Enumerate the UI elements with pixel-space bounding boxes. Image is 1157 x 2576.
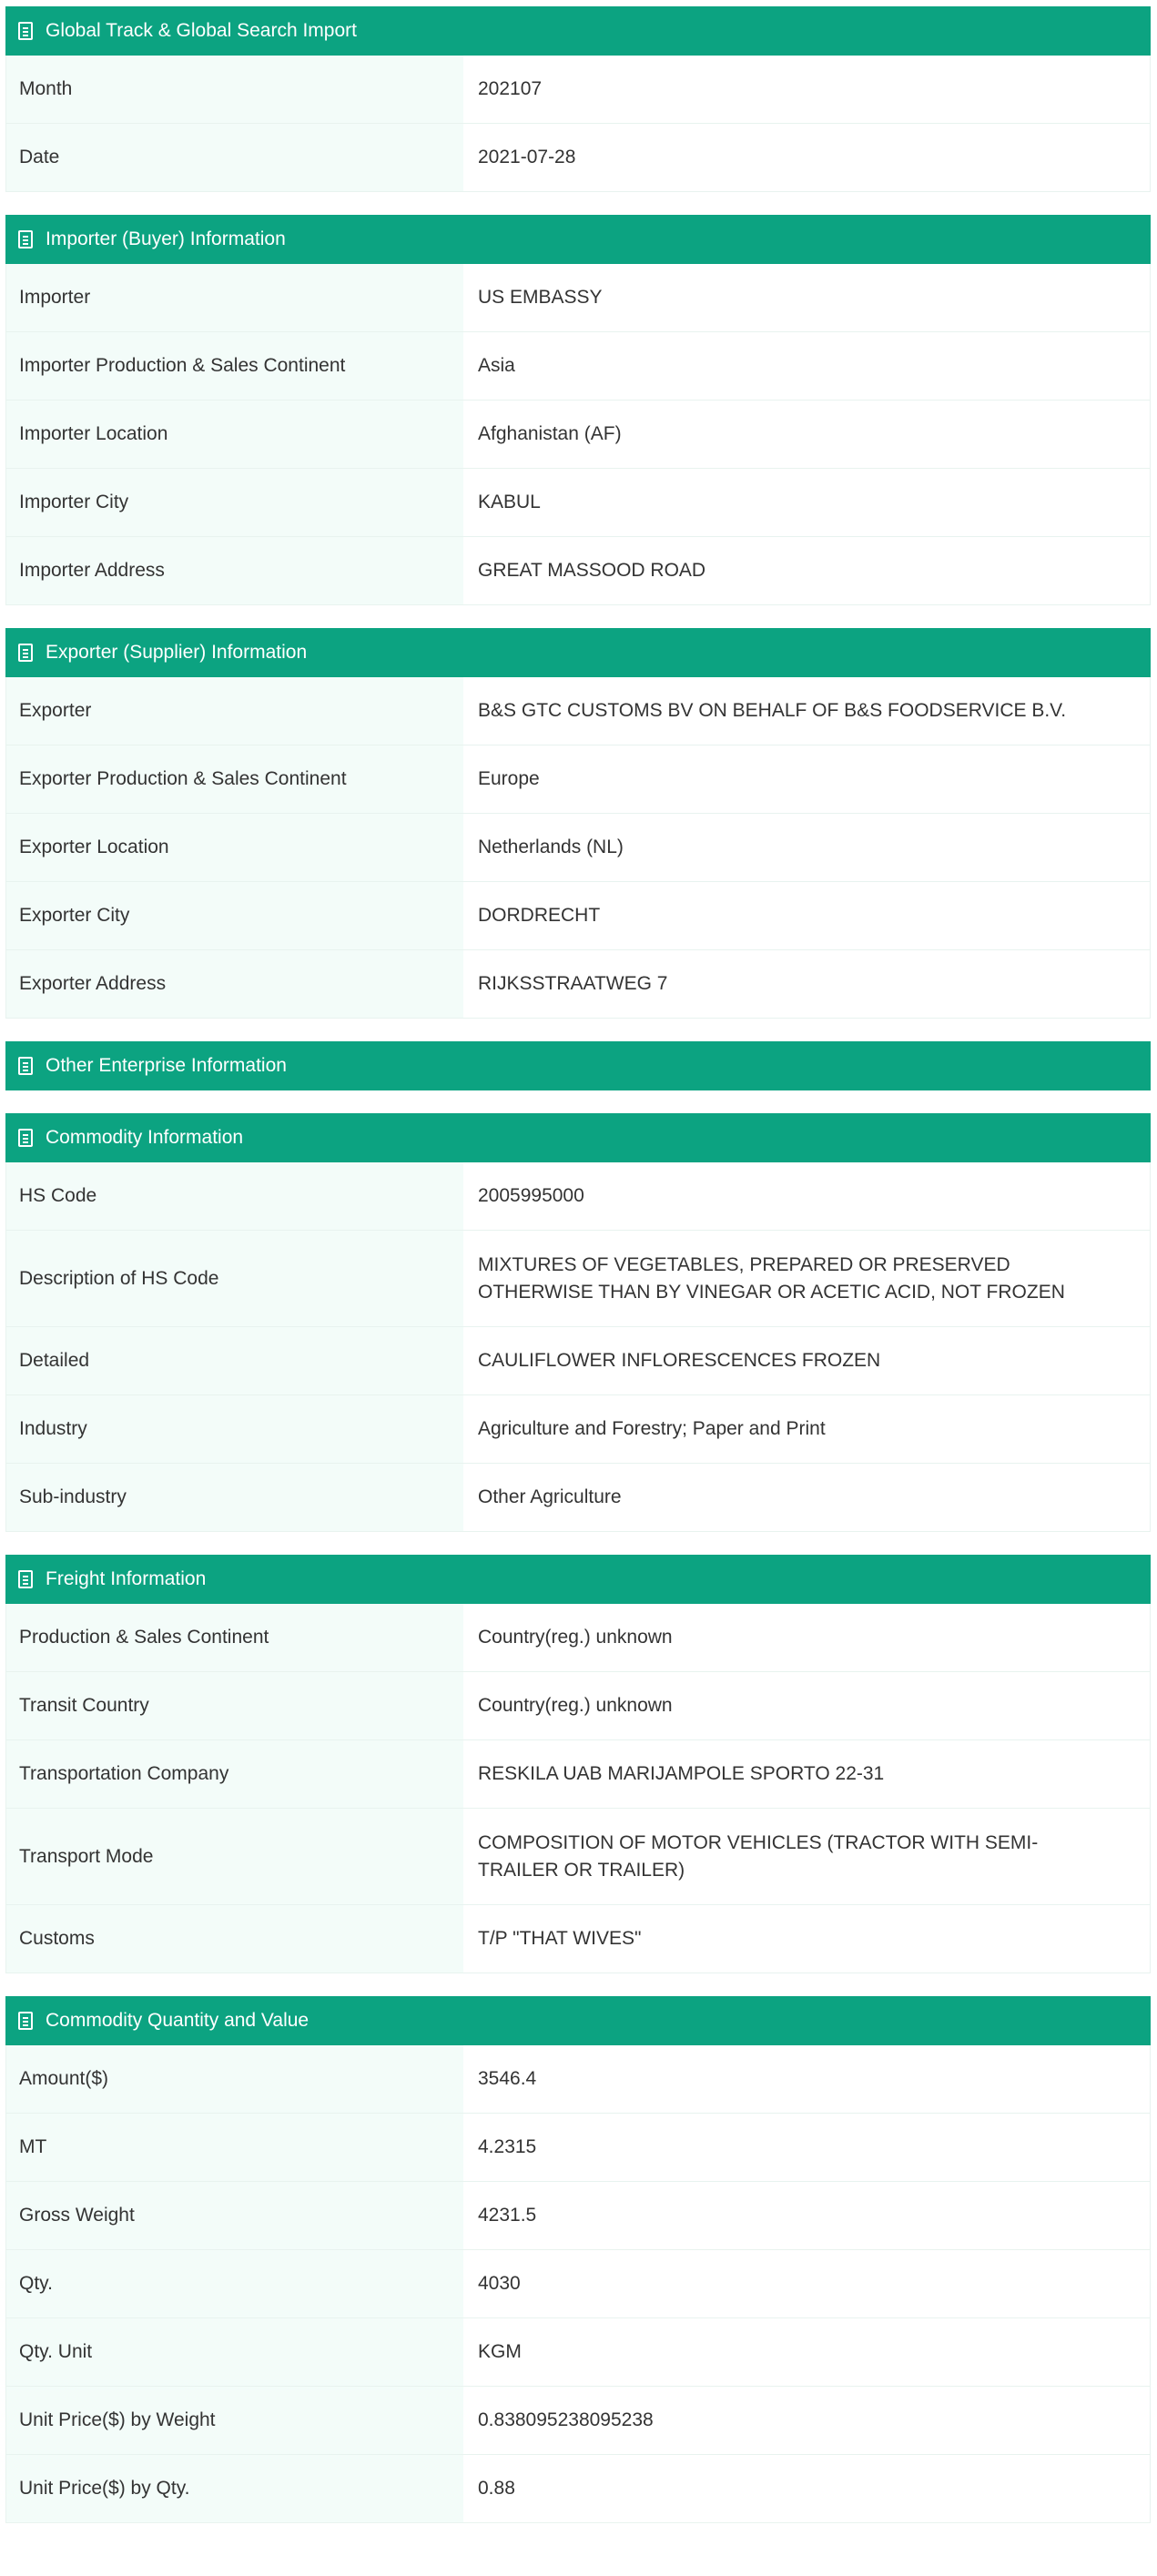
field-value: Country(reg.) unknown [463, 1604, 1150, 1671]
section-importer [5, 215, 1151, 605]
field-label: Exporter City [6, 882, 463, 949]
field-label: Exporter Address [6, 950, 463, 1018]
field-label: Importer Address [6, 537, 463, 604]
table-row [5, 2455, 1151, 2523]
field-value: COMPOSITION OF MOTOR VEHICLES (TRACTOR WITH SEMI-TRAILER OR TRAILER) [463, 1809, 1150, 1904]
field-value: Afghanistan (AF) [463, 401, 1150, 468]
field-value: RIJKSSTRAATWEG 7 [463, 950, 1150, 1018]
document-icon [18, 644, 33, 662]
section-header [5, 1555, 1151, 1604]
field-value: RESKILA UAB MARIJAMPOLE SPORTO 22-31 [463, 1740, 1150, 1808]
field-label: Unit Price($) by Weight [6, 2387, 463, 2454]
table-row [5, 2318, 1151, 2387]
field-value: Europe [463, 745, 1150, 813]
field-label: Exporter Production & Sales Continent [6, 745, 463, 813]
document-icon [18, 2012, 33, 2030]
field-label: Customs [6, 1905, 463, 1973]
field-label: HS Code [6, 1162, 463, 1230]
field-label: Unit Price($) by Qty. [6, 2455, 463, 2522]
field-value: Netherlands (NL) [463, 814, 1150, 881]
field-label: Gross Weight [6, 2182, 463, 2249]
field-label: Description of HS Code [6, 1231, 463, 1326]
field-value: GREAT MASSOOD ROAD [463, 537, 1150, 604]
table-row [5, 1162, 1151, 1231]
section-title: Other Enterprise Information [46, 1055, 287, 1076]
field-value: T/P "THAT WIVES" [463, 1905, 1150, 1973]
table-row [5, 1672, 1151, 1740]
section-header [5, 1113, 1151, 1162]
table-row [5, 124, 1151, 192]
field-value: 4030 [463, 2250, 1150, 2317]
table-row [5, 2045, 1151, 2114]
field-value: 4231.5 [463, 2182, 1150, 2249]
table-row [5, 264, 1151, 332]
field-value: 2021-07-28 [463, 124, 1150, 191]
table-row [5, 677, 1151, 745]
field-label: Qty. [6, 2250, 463, 2317]
table-row [5, 401, 1151, 469]
field-value: 2005995000 [463, 1162, 1150, 1230]
section-quantity-value [5, 1996, 1151, 2523]
field-label: Amount($) [6, 2045, 463, 2113]
table-row [5, 1395, 1151, 1464]
field-value: MIXTURES OF VEGETABLES, PREPARED OR PRESERVED OTHERWISE THAN BY VINEGAR OR ACETIC ACID, NOT FROZEN [463, 1231, 1150, 1326]
table-row [5, 1464, 1151, 1532]
field-value: Asia [463, 332, 1150, 400]
field-value: 202107 [463, 56, 1150, 123]
field-label: Sub-industry [6, 1464, 463, 1531]
table-row [5, 814, 1151, 882]
field-value: KABUL [463, 469, 1150, 536]
table-row [5, 1740, 1151, 1809]
field-label: MT [6, 2114, 463, 2181]
document-icon [18, 1570, 33, 1588]
field-value: 0.838095238095238 [463, 2387, 1150, 2454]
field-label: Detailed [6, 1327, 463, 1394]
field-value: Agriculture and Forestry; Paper and Print [463, 1395, 1150, 1463]
section-exporter [5, 628, 1151, 1019]
table-row [5, 882, 1151, 950]
table-row [5, 1604, 1151, 1672]
field-value: KGM [463, 2318, 1150, 2386]
section-header [5, 215, 1151, 264]
field-value: 0.88 [463, 2455, 1150, 2522]
table-row [5, 1905, 1151, 1973]
field-value: 3546.4 [463, 2045, 1150, 2113]
table-row [5, 2114, 1151, 2182]
table-row [5, 745, 1151, 814]
table-row [5, 2387, 1151, 2455]
field-label: Date [6, 124, 463, 191]
table-row [5, 2250, 1151, 2318]
field-label: Industry [6, 1395, 463, 1463]
section-freight [5, 1555, 1151, 1973]
section-header [5, 1996, 1151, 2045]
table-row [5, 469, 1151, 537]
section-title: Commodity Quantity and Value [46, 2010, 310, 2031]
field-label: Transport Mode [6, 1809, 463, 1904]
document-icon [18, 1057, 33, 1075]
section-global-track [5, 6, 1151, 192]
field-value: Other Agriculture [463, 1464, 1150, 1531]
field-value: B&S GTC CUSTOMS BV ON BEHALF OF B&S FOODSERVICE B.V. [463, 677, 1150, 745]
section-header [5, 6, 1151, 56]
table-row [5, 537, 1151, 605]
field-value: US EMBASSY [463, 264, 1150, 331]
field-label: Importer City [6, 469, 463, 536]
field-value: DORDRECHT [463, 882, 1150, 949]
field-label: Exporter Location [6, 814, 463, 881]
section-title: Freight Information [46, 1568, 207, 1589]
field-label: Importer Production & Sales Continent [6, 332, 463, 400]
section-title: Commodity Information [46, 1127, 244, 1148]
table-row [5, 56, 1151, 124]
field-label: Production & Sales Continent [6, 1604, 463, 1671]
field-label: Month [6, 56, 463, 123]
field-value: Country(reg.) unknown [463, 1672, 1150, 1739]
table-row [5, 1809, 1151, 1905]
section-title: Exporter (Supplier) Information [46, 642, 308, 663]
field-label: Importer Location [6, 401, 463, 468]
field-value: CAULIFLOWER INFLORESCENCES FROZEN [463, 1327, 1150, 1394]
table-row [5, 1231, 1151, 1327]
field-label: Exporter [6, 677, 463, 745]
section-header [5, 1041, 1151, 1090]
table-row [5, 332, 1151, 401]
field-label: Transit Country [6, 1672, 463, 1739]
field-value: 4.2315 [463, 2114, 1150, 2181]
section-header [5, 628, 1151, 677]
section-other-enterprise [5, 1041, 1151, 1090]
section-title: Global Track & Global Search Import [46, 20, 357, 41]
field-label: Qty. Unit [6, 2318, 463, 2386]
document-icon [18, 230, 33, 248]
section-commodity [5, 1113, 1151, 1532]
table-row [5, 1327, 1151, 1395]
section-title: Importer (Buyer) Information [46, 228, 286, 249]
table-row [5, 2182, 1151, 2250]
field-label: Transportation Company [6, 1740, 463, 1808]
document-icon [18, 1129, 33, 1147]
table-row [5, 950, 1151, 1019]
document-icon [18, 22, 33, 40]
field-label: Importer [6, 264, 463, 331]
